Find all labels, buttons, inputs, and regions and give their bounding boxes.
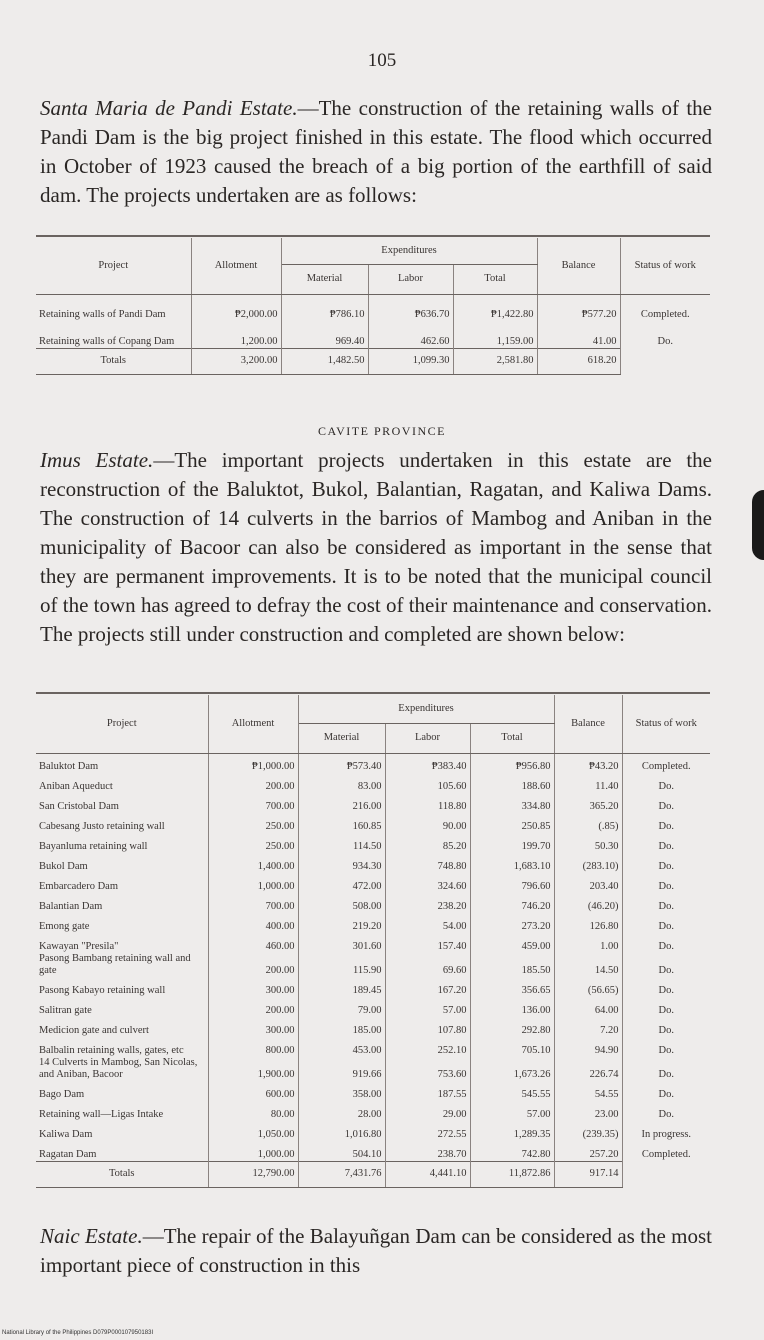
cell-labor: 90.00: [385, 813, 470, 833]
cell-balance: 1.00: [554, 933, 622, 953]
cell-allotment: 80.00: [208, 1101, 298, 1121]
cell-balance: 23.00: [554, 1101, 622, 1121]
cell-allotment: ₱1,000.00: [208, 753, 298, 773]
cell-project: Balbalin retaining walls, gates, etc: [36, 1037, 208, 1057]
cell-project: Bukol Dam: [36, 853, 208, 873]
cell-balance: ₱577.20: [537, 294, 620, 321]
cell-project: Retaining walls of Copang Dam: [36, 321, 191, 348]
table-row: [36, 1057, 710, 1081]
cell-project: Pasong Kabayo retaining wall: [36, 977, 208, 997]
cell-project: Cabesang Justo retaining wall: [36, 813, 208, 833]
cell-total: 356.65: [470, 977, 554, 997]
cell-project: Salitran gate: [36, 997, 208, 1017]
cell-balance: (56.65): [554, 977, 622, 997]
cell-material: 83.00: [298, 773, 385, 793]
cell-project: Aniban Aqueduct: [36, 773, 208, 793]
pandi-lead: Santa Maria de Pandi Estate.: [40, 96, 298, 120]
cell-labor: 107.80: [385, 1017, 470, 1037]
cell-allotment: 200.00: [208, 953, 298, 977]
cell-balance: 257.20: [554, 1141, 622, 1161]
cell-total: 545.55: [470, 1081, 554, 1101]
totals-label: Totals: [36, 1161, 208, 1187]
table-row: [36, 1037, 710, 1057]
cell-allotment: 300.00: [208, 977, 298, 997]
cell-material: 919.66: [298, 1057, 385, 1081]
cell-material: 472.00: [298, 873, 385, 893]
cell-material: 219.20: [298, 913, 385, 933]
imus-table: [36, 695, 710, 1188]
cell-balance: 50.30: [554, 833, 622, 853]
totals-row: [36, 1161, 710, 1187]
cell-total: ₱956.80: [470, 753, 554, 773]
cell-allotment: 1,050.00: [208, 1121, 298, 1141]
cell-project: Embarcadero Dam: [36, 873, 208, 893]
cell-labor: 238.70: [385, 1141, 470, 1161]
totals-row: [36, 348, 710, 374]
naic-paragraph: [40, 1222, 712, 1280]
cell-allotment: ₱2,000.00: [191, 294, 281, 321]
cell-project: Baluktot Dam: [36, 753, 208, 773]
cell-labor: 252.10: [385, 1037, 470, 1057]
cell-total: 796.60: [470, 873, 554, 893]
cell-status: Do.: [658, 801, 674, 812]
cell-labor: 187.55: [385, 1081, 470, 1101]
cell-material: 185.00: [298, 1017, 385, 1037]
cell-total: 273.20: [470, 913, 554, 933]
cell-status: Do.: [658, 881, 674, 892]
cell-balance: 14.50: [554, 953, 622, 977]
cell-balance: 64.00: [554, 997, 622, 1017]
imus-table-top-rule: [36, 692, 710, 694]
cell-labor: 69.60: [385, 953, 470, 977]
imus-body: —The important projects undertaken in this estate are the reconstruction of the Baluktot, Bukol, Balantian, Ragatan, and Kaliwa Dams. The construction of 14 culverts in the barrios of Mambog and Aniban in the municipality of Bacoor can also be considered as important in the sense that they are permanent improvements. It is to be noted that the municipal council of the town has agreed to defray the cost of their maintenance and conservation. The projects still under construction and completed are shown below:: [40, 448, 712, 646]
cell-material: 114.50: [298, 833, 385, 853]
cell-status: Do.: [657, 336, 673, 347]
col-expenditures: Expenditures: [281, 238, 537, 264]
cell-balance: 226.74: [554, 1057, 622, 1081]
totals-allotment: 12,790.00: [208, 1161, 298, 1187]
pandi-table-body: [36, 294, 710, 374]
pandi-table-top-rule: [36, 235, 710, 237]
cell-material: 969.40: [281, 321, 368, 348]
table-row: [36, 893, 710, 913]
cell-status: Do.: [658, 1045, 674, 1056]
cell-status: Do.: [658, 965, 674, 976]
table-row: [36, 1141, 710, 1161]
cell-labor: 85.20: [385, 833, 470, 853]
col-allotment: Allotment: [191, 238, 281, 294]
naic-body: —The repair of the Balayuñgan Dam can be considered as the most important piece of construction in this: [40, 1224, 712, 1277]
table-row: [36, 833, 710, 853]
cell-project: Kaliwa Dam: [36, 1121, 208, 1141]
cell-total: 1,673.26: [470, 1057, 554, 1081]
page-number: 105: [367, 50, 397, 71]
cell-total: ₱1,422.80: [453, 294, 537, 321]
cell-allotment: 460.00: [208, 933, 298, 953]
cell-status: Do.: [658, 1005, 674, 1016]
cell-allotment: 250.00: [208, 833, 298, 853]
totals-material: 7,431.76: [298, 1161, 385, 1187]
cell-labor: 57.00: [385, 997, 470, 1017]
cell-allotment: 600.00: [208, 1081, 298, 1101]
cell-balance: 365.20: [554, 793, 622, 813]
totals-blank: [622, 1161, 710, 1187]
cell-balance: (46.20): [554, 893, 622, 913]
cell-material: 508.00: [298, 893, 385, 913]
cell-labor: 54.00: [385, 913, 470, 933]
cell-total: 334.80: [470, 793, 554, 813]
cell-allotment: 1,400.00: [208, 853, 298, 873]
imus-col-total: Total: [470, 723, 554, 753]
imus-col-project: Project: [36, 695, 208, 753]
cell-project: Pasong Bambang retaining wall and gate: [36, 953, 208, 977]
cell-project: 14 Culverts in Mambog, San Nicolas, and Aniban, Bacoor: [36, 1057, 208, 1081]
page-edge-mark: [752, 490, 764, 560]
table-row: [36, 997, 710, 1017]
cell-status: Completed.: [641, 761, 691, 772]
totals-balance: 618.20: [537, 348, 620, 374]
table-row: [36, 873, 710, 893]
cell-material: 358.00: [298, 1081, 385, 1101]
cell-balance: 94.90: [554, 1037, 622, 1057]
cell-total: 57.00: [470, 1101, 554, 1121]
cell-material: ₱786.10: [281, 294, 368, 321]
imus-lead: Imus Estate.: [40, 448, 154, 472]
table-row: [36, 813, 710, 833]
cell-status: Do.: [658, 921, 674, 932]
cell-material: 216.00: [298, 793, 385, 813]
totals-label: Totals: [36, 348, 191, 374]
col-total: Total: [453, 264, 537, 294]
cell-status: Do.: [658, 821, 674, 832]
table-row: [36, 953, 710, 977]
cell-balance: 203.40: [554, 873, 622, 893]
table-row: [36, 793, 710, 813]
pandi-body: —The construction of the retaining walls of the Pandi Dam is the big project finished in this estate. The flood which occurred in October of 1923 caused the breach of a big portion of the earthfill of said dam. The projects undertaken are as follows:: [40, 96, 712, 207]
cell-status: Do.: [658, 941, 674, 952]
cell-material: 160.85: [298, 813, 385, 833]
cell-total: 1,289.35: [470, 1121, 554, 1141]
cell-status: Completed.: [640, 309, 690, 320]
table-row: [36, 753, 710, 773]
imus-col-expenditures: Expenditures: [298, 695, 554, 723]
totals-blank: [620, 348, 710, 374]
cell-total: 136.00: [470, 997, 554, 1017]
totals-balance: 917.14: [554, 1161, 622, 1187]
cell-status: Completed.: [641, 1149, 691, 1160]
cell-labor: 462.60: [368, 321, 453, 348]
cell-status: Do.: [658, 1089, 674, 1100]
cell-balance: (.85): [554, 813, 622, 833]
col-status: Status of work: [620, 238, 710, 294]
cell-material: ₱573.40: [298, 753, 385, 773]
cell-project: Medicion gate and culvert: [36, 1017, 208, 1037]
cell-allotment: 1,200.00: [191, 321, 281, 348]
cell-allotment: 1,000.00: [208, 1141, 298, 1161]
cell-labor: 272.55: [385, 1121, 470, 1141]
cell-project: Retaining walls of Pandi Dam: [36, 294, 191, 321]
cell-project: Retaining wall—Ligas Intake: [36, 1101, 208, 1121]
totals-total: 11,872.86: [470, 1161, 554, 1187]
cell-material: 115.90: [298, 953, 385, 977]
cell-labor: ₱636.70: [368, 294, 453, 321]
table-row: [36, 1017, 710, 1037]
imus-col-material: Material: [298, 723, 385, 753]
col-project: Project: [36, 238, 191, 294]
cell-allotment: 1,900.00: [208, 1057, 298, 1081]
totals-allotment: 3,200.00: [191, 348, 281, 374]
cell-allotment: 1,000.00: [208, 873, 298, 893]
col-material: Material: [281, 264, 368, 294]
cell-labor: 118.80: [385, 793, 470, 813]
cell-total: 185.50: [470, 953, 554, 977]
cell-labor: 167.20: [385, 977, 470, 997]
cavite-heading: CAVITE PROVINCE: [318, 424, 446, 438]
cell-balance: 41.00: [537, 321, 620, 348]
col-balance: Balance: [537, 238, 620, 294]
cell-allotment: 700.00: [208, 793, 298, 813]
cell-labor: ₱383.40: [385, 753, 470, 773]
cell-total: 188.60: [470, 773, 554, 793]
col-labor: Labor: [368, 264, 453, 294]
table-row: [36, 321, 710, 348]
cell-material: 28.00: [298, 1101, 385, 1121]
imus-table-body: [36, 753, 710, 1187]
cell-project: Balantian Dam: [36, 893, 208, 913]
cell-total: 199.70: [470, 833, 554, 853]
cell-project: Bayanluma retaining wall: [36, 833, 208, 853]
cell-material: 934.30: [298, 853, 385, 873]
imus-col-allotment: Allotment: [208, 695, 298, 753]
cell-status: Do.: [658, 841, 674, 852]
cell-allotment: 800.00: [208, 1037, 298, 1057]
cell-balance: (283.10): [554, 853, 622, 873]
cell-total: 705.10: [470, 1037, 554, 1057]
cell-total: 746.20: [470, 893, 554, 913]
cell-labor: 748.80: [385, 853, 470, 873]
cell-status: Do.: [658, 861, 674, 872]
cell-status: Do.: [658, 1109, 674, 1120]
cell-status: In progress.: [641, 1129, 692, 1140]
cell-total: 459.00: [470, 933, 554, 953]
cell-balance: 54.55: [554, 1081, 622, 1101]
table-row: [36, 1121, 710, 1141]
table-row: [36, 773, 710, 793]
cell-status: Do.: [658, 901, 674, 912]
table-row: [36, 977, 710, 997]
cell-status: Do.: [658, 781, 674, 792]
cell-status: Do.: [658, 1069, 674, 1080]
cell-labor: 157.40: [385, 933, 470, 953]
cell-balance: 11.40: [554, 773, 622, 793]
cell-material: 79.00: [298, 997, 385, 1017]
table-row: [36, 294, 710, 321]
pandi-paragraph: [40, 94, 712, 210]
cell-total: 1,159.00: [453, 321, 537, 348]
cell-project: Bago Dam: [36, 1081, 208, 1101]
cell-material: 301.60: [298, 933, 385, 953]
table-row: [36, 1101, 710, 1121]
cell-labor: 29.00: [385, 1101, 470, 1121]
totals-material: 1,482.50: [281, 348, 368, 374]
cell-total: 1,683.10: [470, 853, 554, 873]
totals-labor: 4,441.10: [385, 1161, 470, 1187]
cell-labor: 753.60: [385, 1057, 470, 1081]
cell-balance: 7.20: [554, 1017, 622, 1037]
cell-balance: 126.80: [554, 913, 622, 933]
cell-project: Ragatan Dam: [36, 1141, 208, 1161]
table-row: [36, 933, 710, 953]
cell-labor: 238.20: [385, 893, 470, 913]
table-row: [36, 853, 710, 873]
cell-allotment: 300.00: [208, 1017, 298, 1037]
imus-paragraph: [40, 446, 712, 649]
cell-status: Do.: [658, 1025, 674, 1036]
imus-col-labor: Labor: [385, 723, 470, 753]
cell-project: San Cristobal Dam: [36, 793, 208, 813]
cell-material: 189.45: [298, 977, 385, 997]
cell-total: 292.80: [470, 1017, 554, 1037]
cell-allotment: 400.00: [208, 913, 298, 933]
cell-status: Do.: [658, 985, 674, 996]
totals-total: 2,581.80: [453, 348, 537, 374]
cell-total: 742.80: [470, 1141, 554, 1161]
cell-project: Emong gate: [36, 913, 208, 933]
cell-balance: (239.35): [554, 1121, 622, 1141]
table-row: [36, 1081, 710, 1101]
pandi-table: [36, 238, 710, 375]
cell-allotment: 200.00: [208, 773, 298, 793]
imus-col-balance: Balance: [554, 695, 622, 753]
cell-material: 453.00: [298, 1037, 385, 1057]
cell-allotment: 250.00: [208, 813, 298, 833]
archive-footer: National Library of the Philippines D079P000107950183I: [2, 1330, 154, 1336]
cell-material: 1,016.80: [298, 1121, 385, 1141]
cell-total: 250.85: [470, 813, 554, 833]
cell-allotment: 200.00: [208, 997, 298, 1017]
imus-col-status: Status of work: [622, 695, 710, 753]
cell-project: Kawayan "Presila": [36, 933, 208, 953]
totals-labor: 1,099.30: [368, 348, 453, 374]
cell-labor: 324.60: [385, 873, 470, 893]
cell-labor: 105.60: [385, 773, 470, 793]
table-row: [36, 913, 710, 933]
naic-lead: Naic Estate.: [40, 1224, 143, 1248]
cell-balance: ₱43.20: [554, 753, 622, 773]
cell-material: 504.10: [298, 1141, 385, 1161]
cell-allotment: 700.00: [208, 893, 298, 913]
